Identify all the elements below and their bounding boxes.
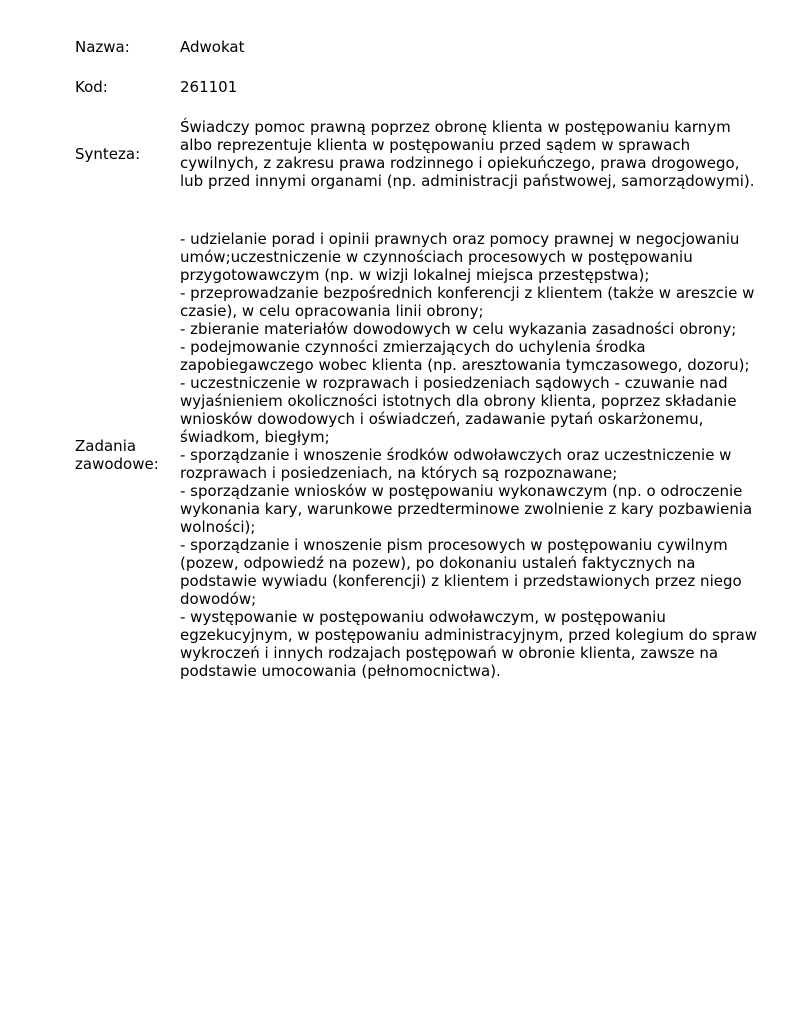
- task-item: - sporządzanie i wnoszenie środków odwoławczych oraz uczestniczenie w rozprawach i posiedzeniach, na których są rozpoznawane;: [180, 446, 732, 482]
- task-item: - udzielanie porad i opinii prawnych oraz pomocy prawnej w negocjowaniu umów;uczestniczenie w czynnościach procesowych w postępowaniu przygotowawczym (np. w wizji lokalnej miejsca przestępstwa);: [180, 230, 740, 284]
- task-item: - uczestniczenie w rozprawach i posiedzeniach sądowych - czuwanie nad wyjaśnieniem okoliczności istotnych dla obrony klienta, poprzez składanie wniosków dowodowych i oświadczeń, zadawanie pytań oskarżonemu, świadkom, biegłym;: [180, 374, 737, 446]
- task-item: - przeprowadzanie bezpośrednich konferencji z klientem (także w areszcie w czasie), w celu opracowania linii obrony;: [180, 284, 755, 320]
- field-code-value: 261101: [180, 78, 238, 96]
- field-code-row: [75, 78, 765, 96]
- field-tasks-row: [75, 230, 765, 680]
- task-item: - sporządzanie i wnoszenie pism procesowych w postępowaniu cywilnym (pozew, odpowiedź na pozew), po dokonaniu ustaleń faktycznych na podstawie wywiadu (konferencji) z klientem i przedstawionych przez niego dowodów;: [180, 536, 742, 608]
- field-tasks-label: Zadania zawodowe:: [75, 437, 159, 473]
- field-name-value: Adwokat: [180, 38, 245, 56]
- field-tasks-list: [180, 230, 765, 680]
- task-item: - podejmowanie czynności zmierzających do uchylenia środka zapobiegawczego wobec klienta (np. aresztowania tymczasowego, dozoru);: [180, 338, 750, 374]
- task-item: - występowanie w postępowaniu odwoławczym, w postępowaniu egzekucyjnym, w postępowaniu administracyjnym, przed kolegium do spraw wykroczeń i innych rodzajach postępowań w obronie klienta, zawsze na podstawie umocowania (pełnomocnictwa).: [180, 608, 758, 680]
- field-synthesis-value: Świadczy pomoc prawną poprzez obronę klienta w postępowaniu karnym albo reprezentuje klienta w postępowaniu przed sądem w sprawach cywilnych, z zakresu prawa rodzinnego i opiekuńczego, prawa drogowego, lub przed innymi organami (np. administracji państwowej, samorządowymi).: [180, 118, 755, 190]
- field-synthesis-row: [75, 118, 765, 190]
- field-name-row: [75, 38, 765, 56]
- task-item: - zbieranie materiałów dowodowych w celu wykazania zasadności obrony;: [180, 320, 737, 338]
- task-item: - sporządzanie wniosków w postępowaniu wykonawczym (np. o odroczenie wykonania kary, warunkowe przedterminowe zwolnienie z kary pozbawienia wolności);: [180, 482, 753, 536]
- field-synthesis-label: Synteza:: [75, 145, 141, 163]
- field-name-label: Nazwa:: [75, 38, 130, 56]
- field-code-label: Kod:: [75, 78, 108, 96]
